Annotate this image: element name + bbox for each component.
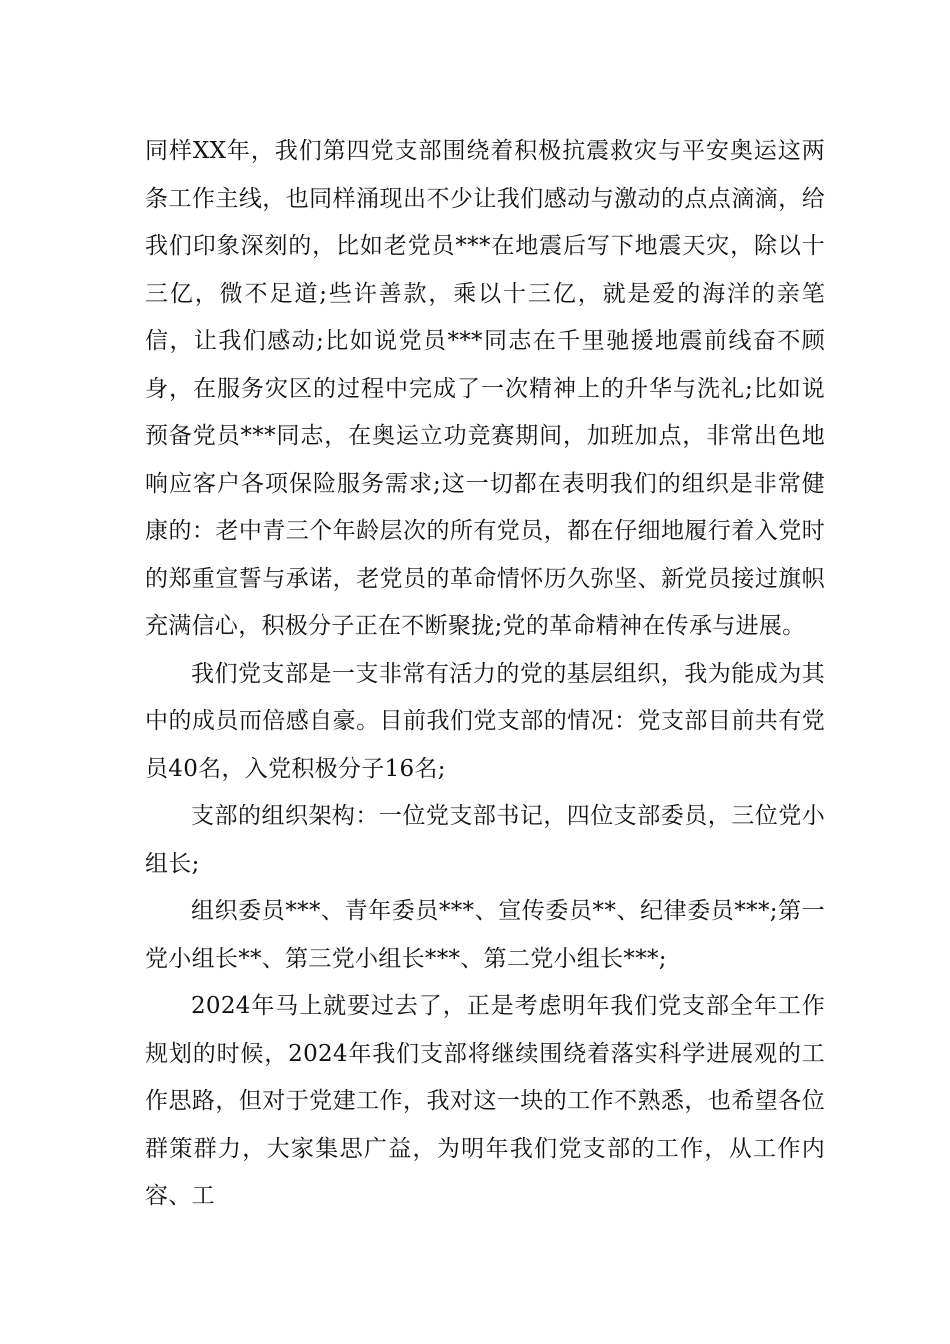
body-paragraph: 支部的组织架构：一位党支部书记，四位支部委员，三位党小组长; <box>145 803 825 877</box>
body-paragraph: 组织委员***、青年委员***、宣传委员**、纪律委员***;第一党小组长**、第三党小组长***、第二党小组长***; <box>145 898 825 972</box>
body-paragraph: 2024年马上就要过去了，正是考虑明年我们党支部全年工作规划的时候，2024年我们支部将继续围绕着落实科学进展观的工作思路，但对于党建工作，我对这一块的工作不熟悉，也希望各位群策群力，大家集思广益，为明年我们党支部的工作，从工作内容、工 <box>145 993 825 1209</box>
body-paragraph: 我们党支部是一支非常有活力的党的基层组织，我为能成为其中的成员而倍感自豪。目前我们党支部的情况：党支部目前共有党员40名，入党积极分子16名; <box>145 660 825 782</box>
document-page <box>145 128 825 1221</box>
body-paragraph: 同样XX年，我们第四党支部围绕着积极抗震救灾与平安奥运这两条工作主线，也同样涌现出不少让我们感动与激动的点点滴滴，给我们印象深刻的，比如老党员***在地震后写下地震天灾，除以十三亿，微不足道;些许善款，乘以十三亿，就是爱的海洋的亲笔信，让我们感动;比如说党员***同志在千里驰援地震前线奋不顾身，在服务灾区的过程中完成了一次精神上的升华与洗礼;比如说预备党员***同志，在奥运立功竞赛期间，加班加点，非常出色地响应客户各项保险服务需求;这一切都在表明我们的组织是非常健康的：老中青三个年龄层次的所有党员，都在仔细地履行着入党时的郑重宣誓与承诺，老党员的革命情怀历久弥坚、新党员接过旗帜充满信心，积极分子正在不断聚拢;党的革命精神在传承与进展。 <box>145 138 825 639</box>
